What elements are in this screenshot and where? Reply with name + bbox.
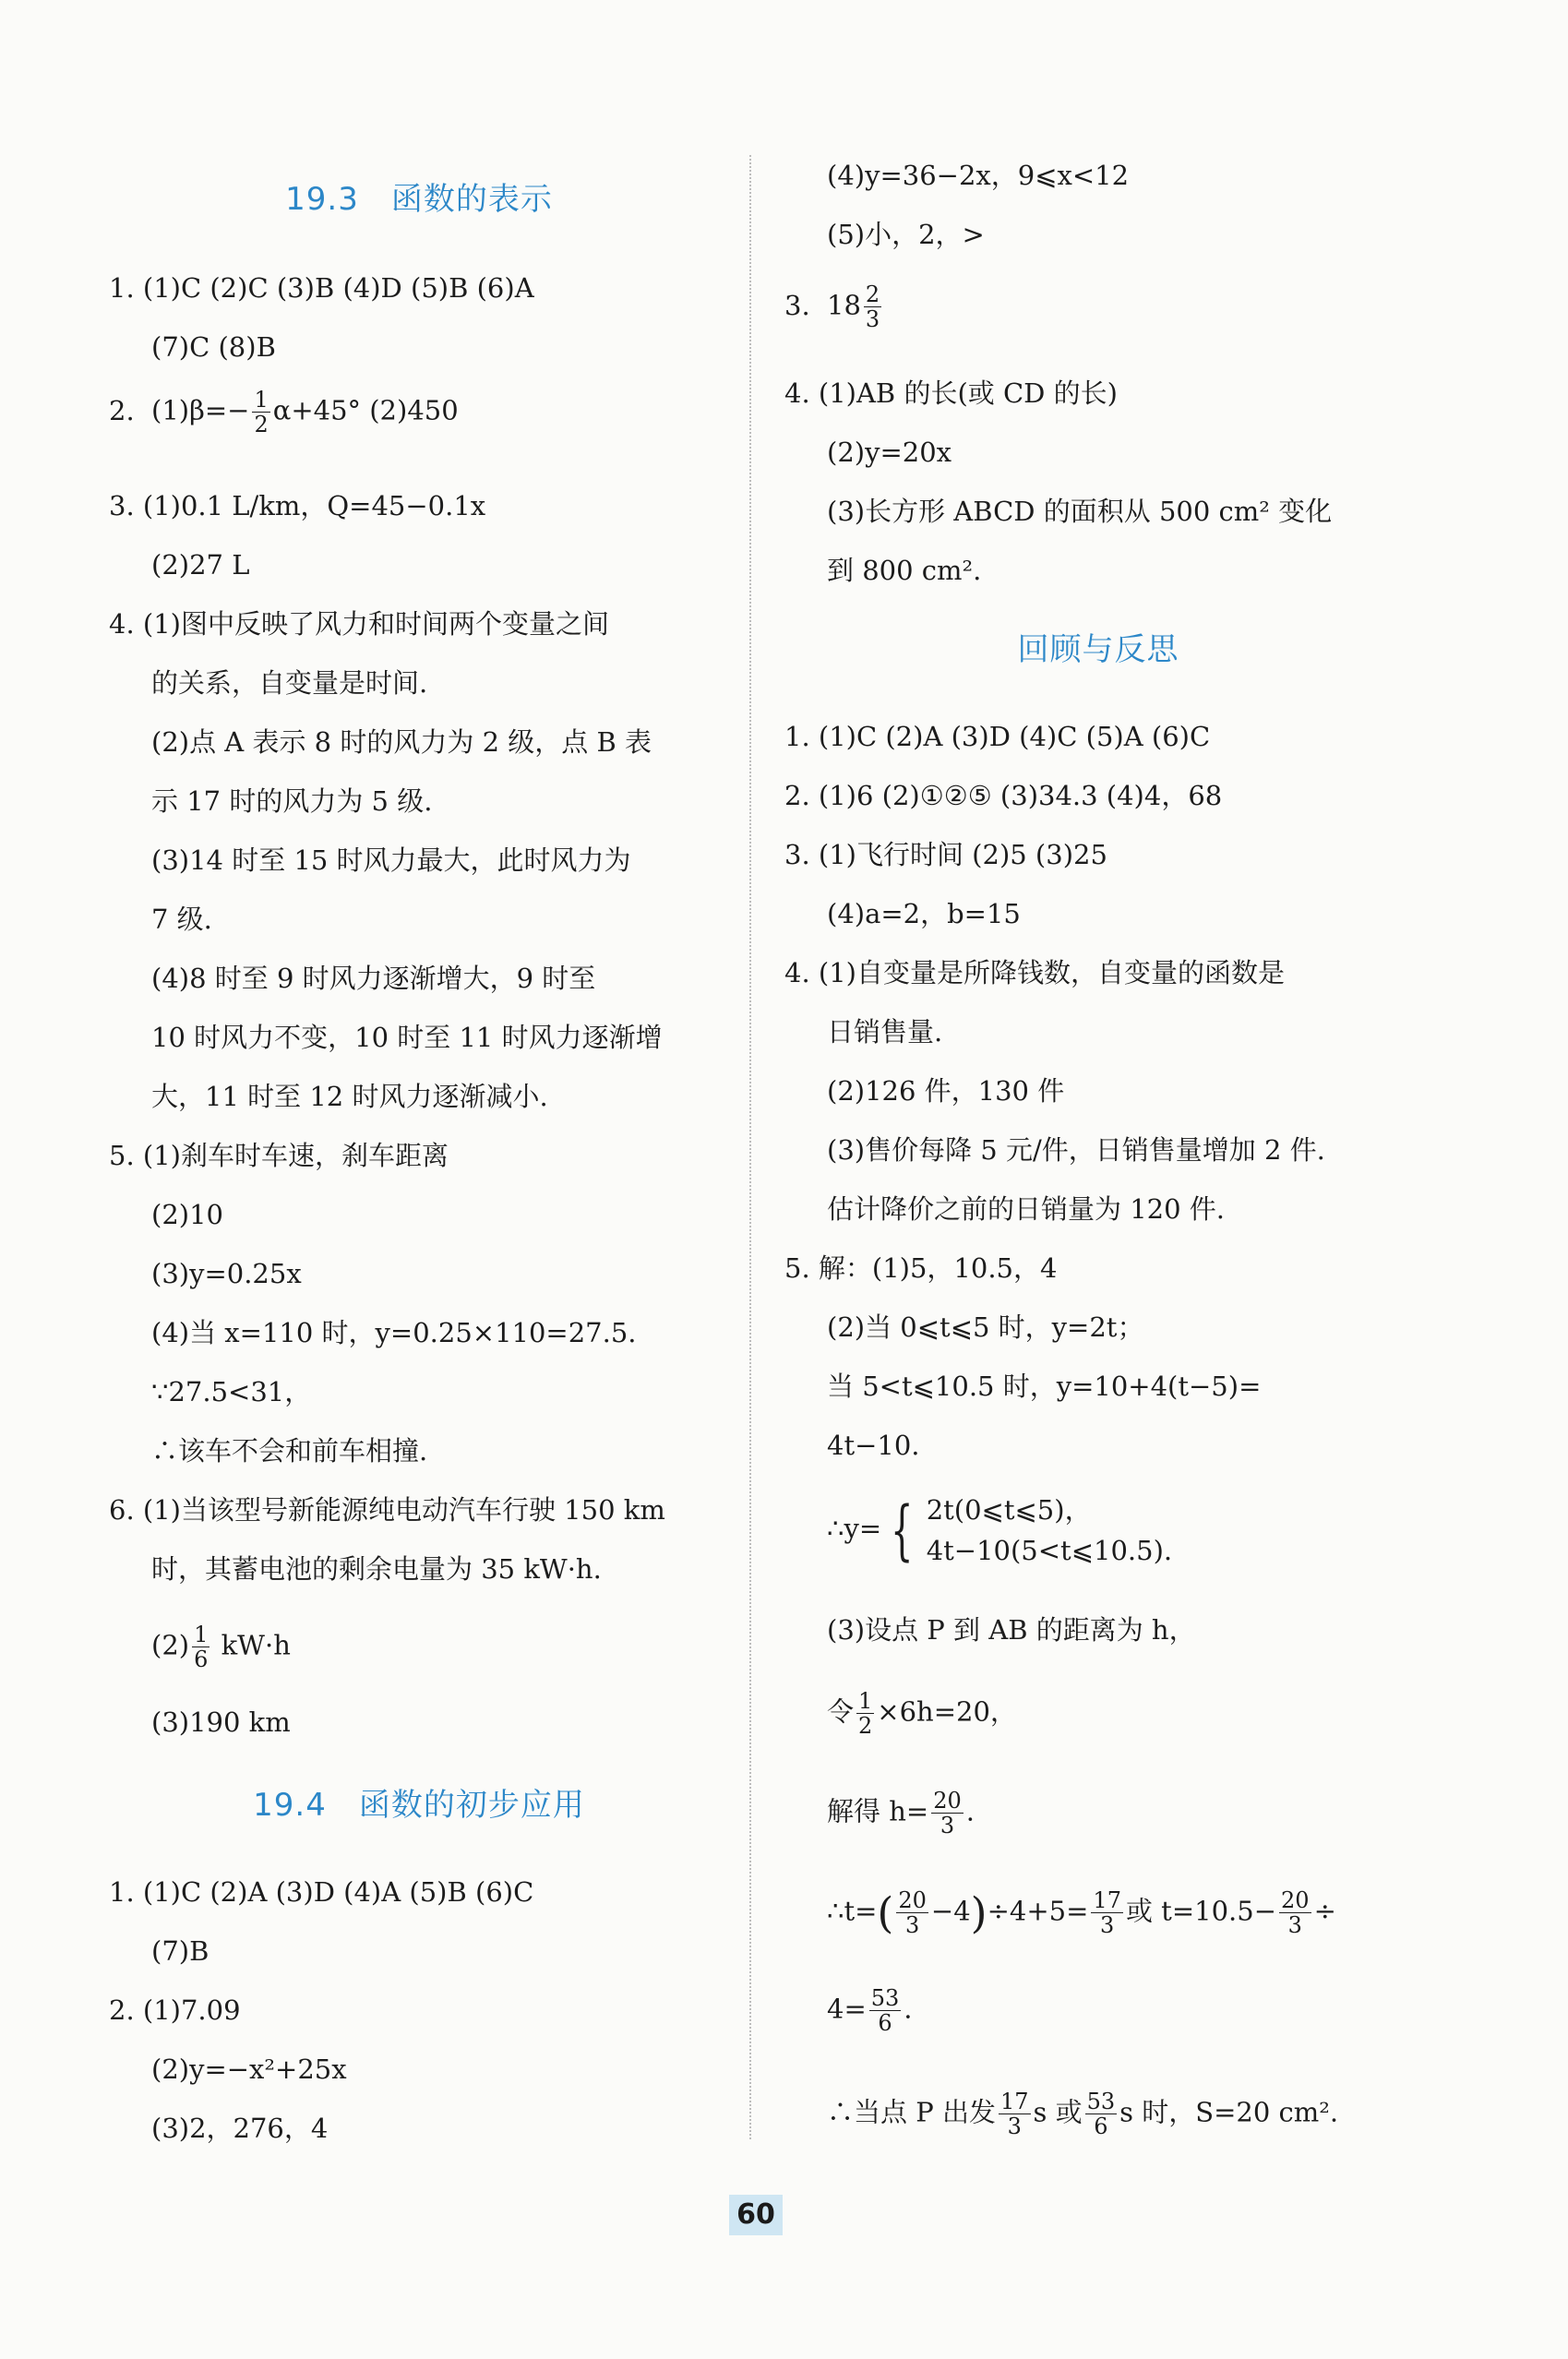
q4-line6: 7 级. (151, 904, 212, 935)
q5g-fraction: $\frac{1}{2}$ (858, 1688, 873, 1739)
rv-q5-line10 (827, 1986, 913, 2035)
q5-line4: (4)当 x=110 时，y=0.25×110=27.5. (151, 1317, 637, 1348)
q4-line9: 大，11 时至 12 时风力逐渐减小. (151, 1081, 548, 1112)
q4-line5: (3)14 时至 15 时风力最大，此时风力为 (151, 844, 631, 876)
q5i-right-paren: ) (970, 1887, 987, 1938)
q5-line2: (2)10 (151, 1199, 223, 1230)
q5j-prefix: 4= (827, 1993, 867, 2025)
q6c-suffix: kW·h (221, 1629, 291, 1661)
r-line5: (5)小，2，> (827, 219, 985, 250)
q2-number: 2. (109, 394, 135, 426)
s194-q1-line1: 1. (1)C (2)A (3)D (4)A (5)B (6)C (109, 1876, 534, 1908)
r-q4-line3: (3)长方形 ABCD 的面积从 500 cm² 变化 (827, 496, 1333, 527)
s194-q2-line3: (3)2，276，4 (151, 2113, 329, 2144)
q5j-suffix: . (904, 1993, 913, 2025)
rv-q5-line9 (827, 1888, 1336, 1937)
q6c-fraction: $\frac{1}{6}$ (194, 1622, 209, 1672)
q6c-prefix: (2) (151, 1629, 190, 1661)
q5-line1: 5. (1)刹车时车速，刹车距离 (109, 1140, 449, 1171)
q3-line2: (2)27 L (151, 549, 250, 581)
heading-19-4: 19.4 函数的初步应用 (253, 1787, 585, 1824)
q5g-suffix: ×6h=20， (877, 1695, 1017, 1728)
q4-line8: 10 时风力不变，10 时至 11 时风力逐渐增 (151, 1022, 663, 1053)
s194-q2-line2: (2)y=−x²+25x (151, 2054, 347, 2085)
q5k-mid: s 或 (1033, 2096, 1083, 2128)
rv-q5-line7 (827, 1689, 1017, 1738)
q1-line2: (7)C (8)B (151, 331, 276, 363)
q4-line7: (4)8 时至 9 时风力逐渐增大，9 时至 (151, 963, 596, 994)
q5i-part-a: ∴t= (827, 1895, 878, 1927)
q5-line5: ∵27.5<31， (151, 1376, 312, 1407)
q5k-fraction-2: $\frac{53}{6}$ (1086, 2089, 1116, 2139)
rv-q4-line5: 估计降价之前的日销量为 120 件. (827, 1193, 1226, 1225)
rv-q5-line4: 4t−10. (827, 1430, 920, 1461)
rv-q4-line3: (2)126 件，130 件 (827, 1075, 1065, 1107)
q4-line2: 的关系，自变量是时间. (151, 667, 428, 699)
rv-q5-line11 (827, 2090, 1338, 2138)
r-q3-fraction: $\frac{2}{3}$ (865, 281, 880, 332)
case-1: 2t(0⩽t⩽5)， (926, 1494, 1092, 1526)
r-q4-line2: (2)y=20x (827, 437, 952, 468)
q6-line2: 时，其蓄电池的剩余电量为 35 kW·h. (151, 1553, 602, 1585)
r-q4-line1: 4. (1)AB 的长(或 CD 的长) (784, 377, 1118, 409)
heading-19-3: 19.3 函数的表示 (285, 181, 553, 218)
q4-line3: (2)点 A 表示 8 时的风力为 2 级，点 B 表 (151, 726, 652, 758)
case-2: 4t−10(5<t⩽10.5). (926, 1535, 1173, 1566)
column-divider (749, 155, 751, 2139)
q5i-fraction-1: $\frac{20}{3}$ (898, 1887, 927, 1938)
rv-q3-line2: (4)a=2，b=15 (827, 898, 1021, 929)
q5k-prefix: ∴当点 P 出发 (827, 2096, 996, 2128)
r-q3-number: 3. (784, 289, 810, 321)
rv-q3-line1: 3. (1)飞行时间 (2)5 (3)25 (784, 839, 1107, 870)
q5k-suffix: s 时，S=20 cm². (1119, 2096, 1339, 2128)
q6-line4: (3)190 km (151, 1706, 291, 1738)
q5i-fraction-2: $\frac{17}{3}$ (1093, 1887, 1121, 1938)
q6-line1: 6. (1)当该型号新能源纯电动汽车行驶 150 km (109, 1494, 665, 1526)
rv-q2: 2. (1)6 (2)①②⑤ (3)34.3 (4)4，68 (784, 780, 1223, 811)
heading-review: 回顾与反思 (1017, 631, 1179, 668)
rv-q5-line6: (3)设点 P 到 AB 的距离为 h， (827, 1614, 1196, 1646)
rv-q4-line1: 4. (1)自变量是所降钱数，自变量的函数是 (784, 957, 1285, 988)
page-number: 60 (729, 2195, 783, 2235)
rv-q4-line2: 日销售量. (827, 1016, 943, 1048)
rv-q5-line2: (2)当 0⩽t⩽5 时，y=2t； (827, 1311, 1144, 1343)
r-q4-line4: 到 800 cm². (827, 555, 982, 586)
q4-line4: 示 17 时的风力为 5 级. (151, 785, 433, 817)
s194-q1-line2: (7)B (151, 1935, 209, 1967)
q5-line6: ∴该车不会和前车相撞. (151, 1435, 428, 1467)
q5i-part-d: ÷ (1313, 1895, 1336, 1927)
q5-line3: (3)y=0.25x (151, 1258, 302, 1289)
rv-q5-line3: 当 5<t⩽10.5 时，y=10+4(t−5)= (827, 1371, 1262, 1402)
q2-fraction: $\frac{1}{2}$ (254, 387, 269, 437)
q1-line1: 1. (1)C (2)C (3)B (4)D (5)B (6)A (109, 272, 534, 304)
r-q3-whole: 18 (827, 289, 861, 321)
q2-prefix: (1)β=− (151, 394, 250, 426)
rv-q5-piecewise (827, 1490, 1172, 1571)
q5i-mid: −4 (930, 1895, 971, 1927)
rv-q5-line1: 5. 解：(1)5，10.5，4 (784, 1252, 1058, 1284)
r-line4: (4)y=36−2x，9⩽x<12 (827, 160, 1130, 191)
rv-q1: 1. (1)C (2)A (3)D (4)C (5)A (6)C (784, 721, 1211, 752)
q5g-prefix: 令 (827, 1695, 855, 1728)
q2-suffix: α+45° (2)450 (272, 394, 459, 426)
q5h-fraction: $\frac{20}{3}$ (933, 1788, 962, 1838)
left-brace: { (891, 1492, 914, 1568)
piecewise-prefix: ∴y= (827, 1513, 882, 1544)
q6-line3 (151, 1623, 291, 1671)
q4-line1: 4. (1)图中反映了风力和时间两个变量之间 (109, 608, 609, 640)
s194-q2-line1: 2. (1)7.09 (109, 1994, 241, 2026)
q5i-part-b: ÷4+5= (987, 1895, 1089, 1927)
rv-q5-line8 (827, 1789, 975, 1838)
q5k-fraction-1: $\frac{17}{3}$ (999, 2089, 1029, 2139)
q5i-fraction-3: $\frac{20}{3}$ (1281, 1887, 1310, 1938)
q2-line (109, 388, 459, 437)
rv-q4-line4: (3)售价每降 5 元/件，日销售量增加 2 件. (827, 1134, 1325, 1166)
q5h-suffix: . (965, 1795, 975, 1827)
q3-line1: 3. (1)0.1 L/km，Q=45−0.1x (109, 490, 486, 521)
q5j-fraction: $\frac{53}{6}$ (870, 1985, 900, 2036)
q5i-left-paren: ( (877, 1887, 894, 1938)
r-q3-line (784, 282, 884, 331)
q5i-part-c: 或 t=10.5− (1125, 1895, 1277, 1927)
piecewise-cases (927, 1490, 1172, 1571)
q5h-prefix: 解得 h= (827, 1795, 929, 1827)
